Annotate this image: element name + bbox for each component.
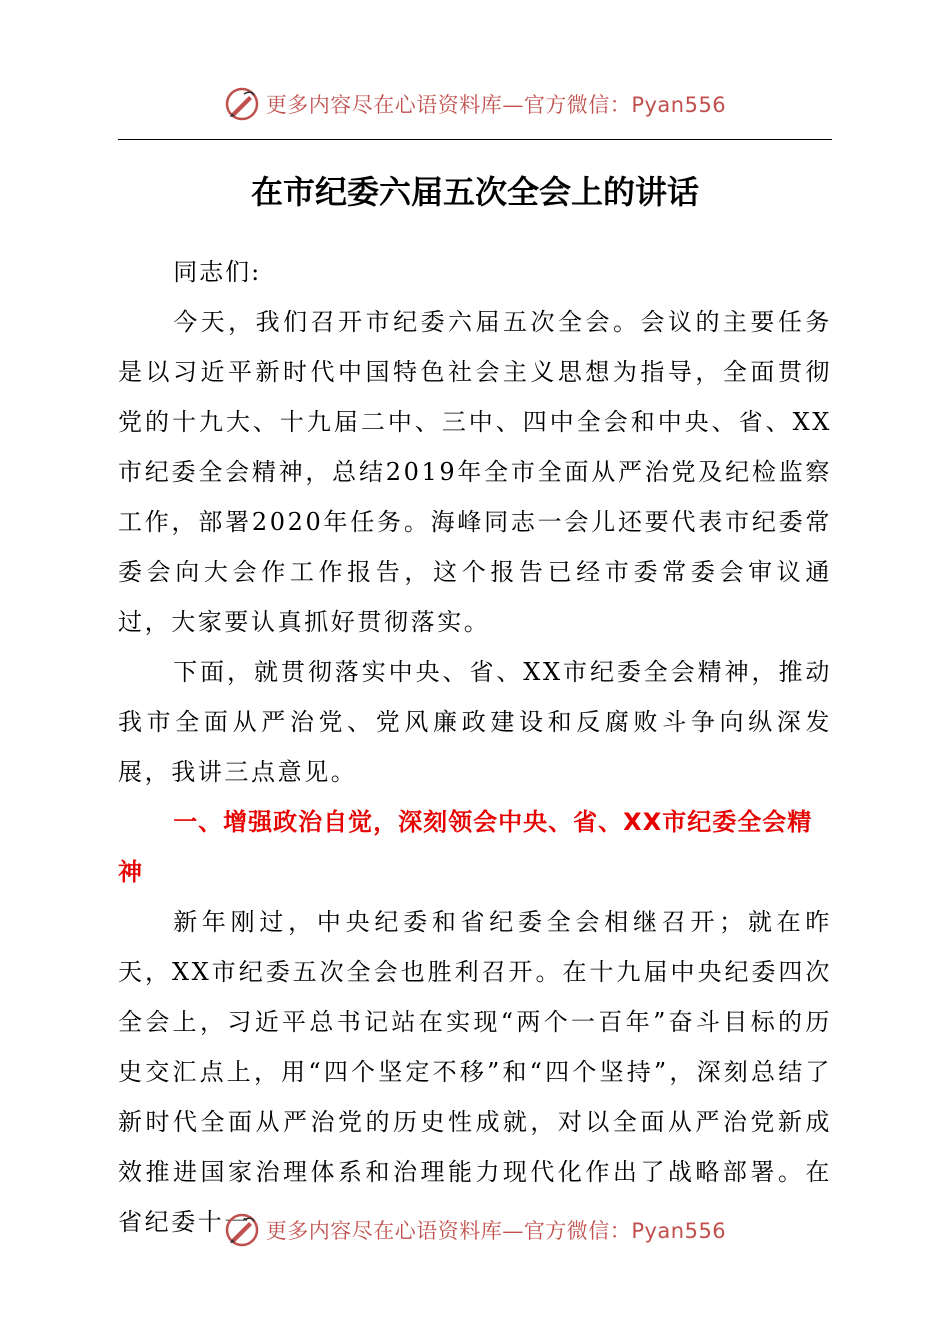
footer-watermark-banner: [0, 1208, 950, 1252]
watermark-text: 更多内容尽在心语资料库—官方微信：Pyan556: [265, 1219, 727, 1243]
pen-logo-icon: [224, 1212, 260, 1248]
paragraph-section-1: 新年刚过，中央纪委和省纪委全会相继召开；就在昨天，XX市纪委五次全会也胜利召开。在十九届中央纪委四次全会上，习近平总书记站在实现“两个一百年”奋斗目标的历史交汇点上，用“四个坚定不移”和“四个坚持”，深刻总结了新时代全面从严治党的历史性成就，对以全面从严治党新成效推进国家治理体系和治理能力现代化作出了战略部署。在省纪委十一: [118, 908, 832, 1236]
watermark-text: 更多内容尽在心语资料库—官方微信：Pyan556: [265, 93, 727, 117]
document-body: [118, 247, 832, 1247]
salutation: 同志们:: [173, 258, 262, 286]
paragraph-opinions: 下面，就贯彻落实中央、省、XX市纪委全会精神，推动我市全面从严治党、党风廉政建设和反腐败斗争向纵深发展，我讲三点意见。: [118, 658, 832, 786]
pen-logo-icon: [224, 86, 260, 122]
header-divider: [118, 139, 832, 140]
document-title: 在市纪委六届五次全会上的讲话: [250, 173, 699, 211]
header-watermark-banner: [0, 82, 950, 126]
section-heading-1: 一、增强政治自觉，深刻领会中央、省、XX市纪委全会精神: [118, 808, 813, 886]
paragraph-intro: 今天，我们召开市纪委六届五次全会。会议的主要任务是以习近平新时代中国特色社会主义思想为指导，全面贯彻党的十九大、十九届二中、三中、四中全会和中央、省、XX市纪委全会精神，总结2019年全市全面从严治党及纪检监察工作，部署2020年任务。海峰同志一会儿还要代表市纪委常委会向大会作工作报告，这个报告已经市委常委会审议通过，大家要认真抓好贯彻落实。: [118, 308, 832, 636]
